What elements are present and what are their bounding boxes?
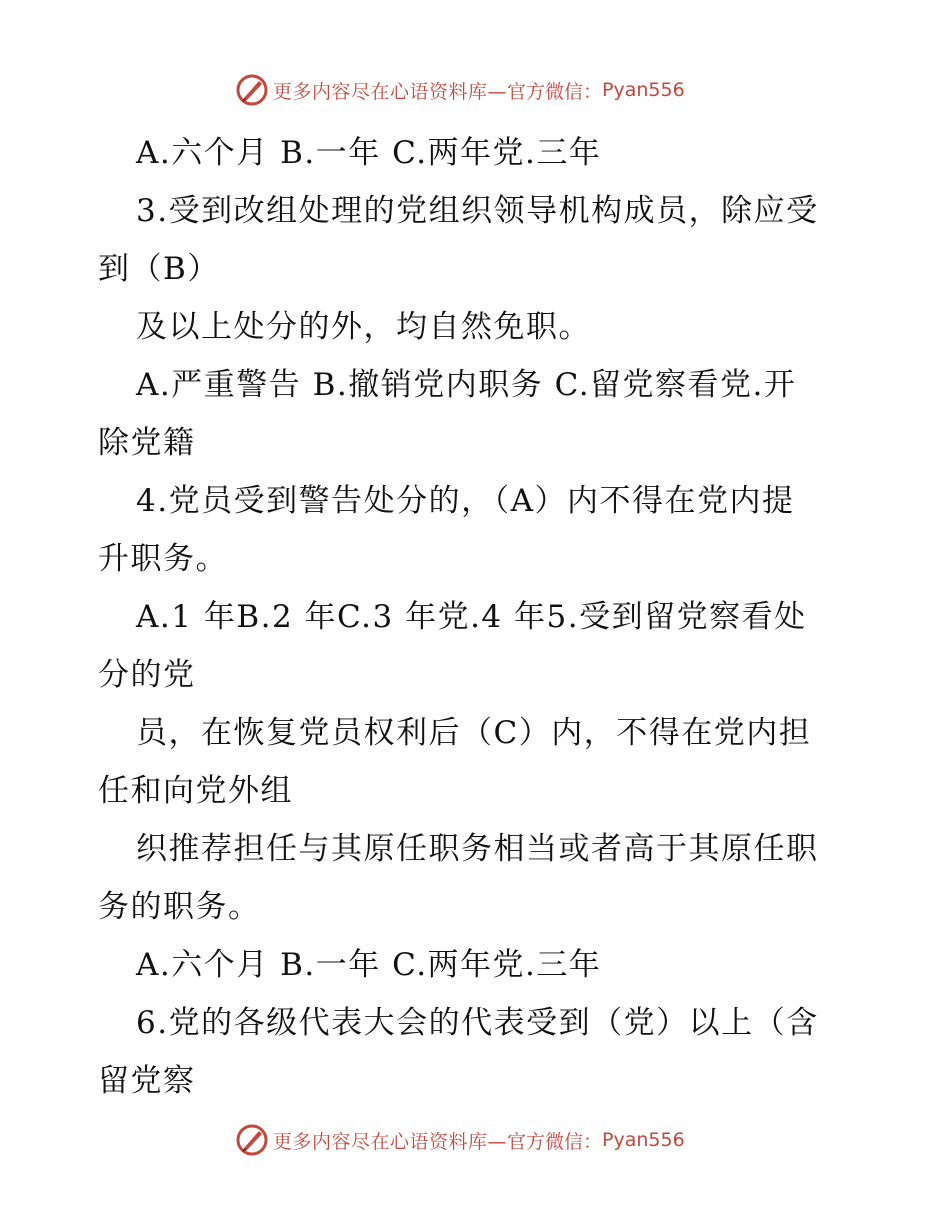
text-line: A.严重警告 B.撤销党内职务 C.留党察看党.开	[136, 367, 797, 403]
header-wechat-label: 官方微信：	[507, 80, 603, 103]
footer-promo-text: 更多内容尽在心语资料库—	[273, 1130, 508, 1153]
text-line: 员，在恢复党员权利后（C）内，不得在党内担	[136, 715, 812, 751]
text-line: 3.受到改组处理的党组织领导机构成员，除应受	[136, 193, 819, 229]
text-line: 务的职务。	[98, 889, 261, 925]
text-line: 留党察	[98, 1063, 196, 1099]
text-line: 到（B）	[98, 251, 220, 287]
text-line: 织推荐担任与其原任职务相当或者高于其原任职	[136, 831, 819, 867]
text-line: 4.党员受到警告处分的，（A）内不得在党内提	[136, 483, 795, 519]
text-line: A.六个月 B.一年 C.两年党.三年	[136, 947, 602, 983]
header-banner	[235, 73, 685, 107]
header-promo-text: 更多内容尽在心语资料库—	[273, 80, 508, 103]
footer-banner	[235, 1123, 685, 1157]
text-line: A.六个月 B.一年 C.两年党.三年	[136, 135, 602, 171]
text-line: A.1 年B.2 年C.3 年党.4 年5.受到留党察看处	[136, 599, 807, 635]
text-line: 除党籍	[98, 425, 196, 461]
document-body	[98, 124, 858, 1110]
text-line: 分的党	[98, 657, 196, 693]
pen-nib-logo-icon	[235, 1123, 269, 1157]
text-line: 及以上处分的外，均自然免职。	[136, 309, 591, 345]
header-wechat-id: Pyan556	[602, 79, 685, 101]
text-line: 升职务。	[98, 541, 228, 577]
pen-nib-logo-icon	[235, 73, 269, 107]
text-line: 6.党的各级代表大会的代表受到（党）以上（含	[136, 1005, 819, 1041]
footer-wechat-id: Pyan556	[602, 1129, 685, 1151]
text-line: 任和向党外组	[98, 773, 293, 809]
footer-wechat-label: 官方微信：	[507, 1130, 603, 1153]
